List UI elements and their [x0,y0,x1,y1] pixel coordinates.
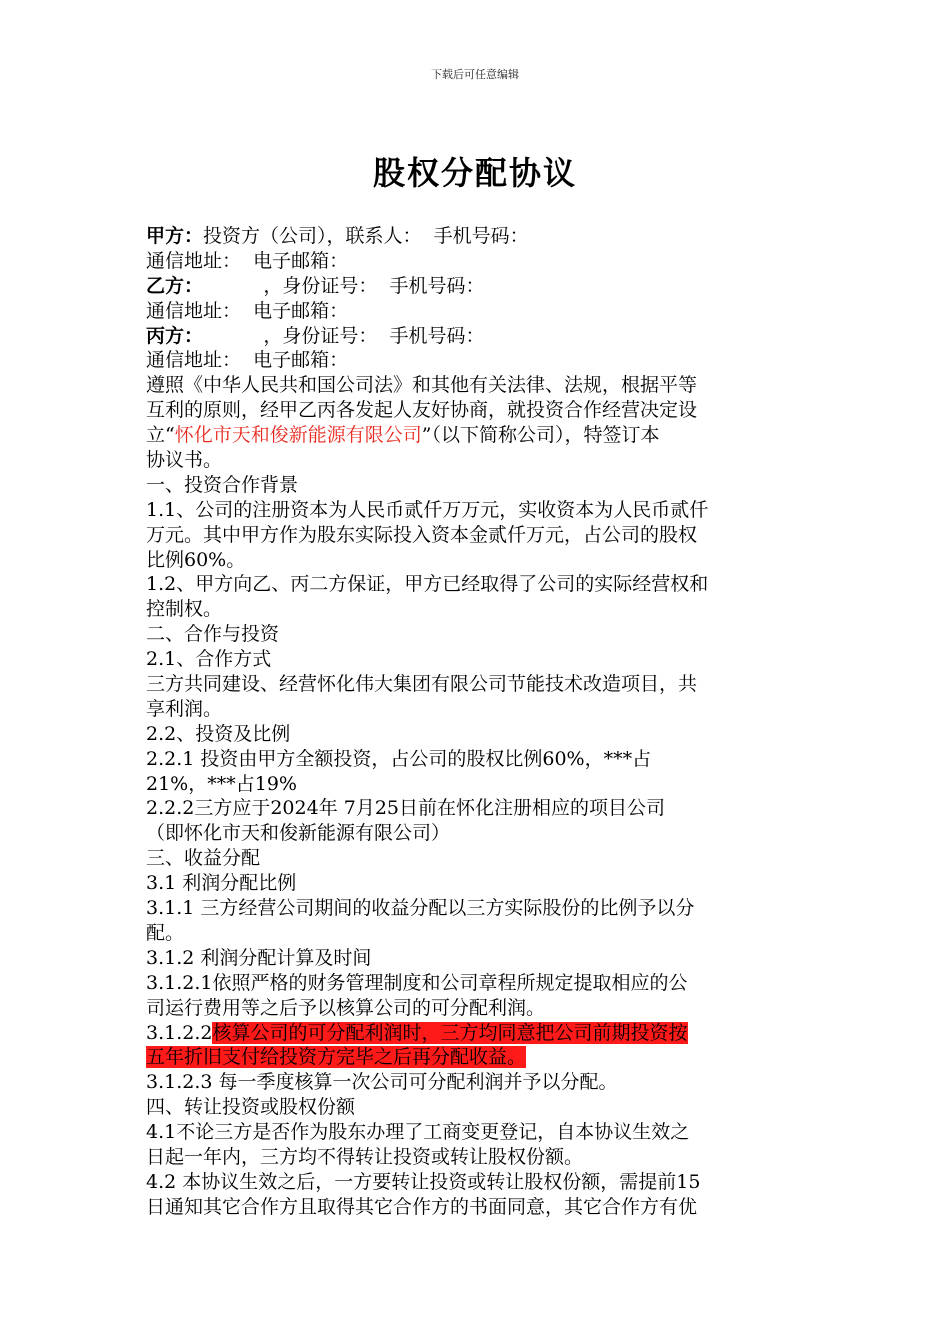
body-line: 4.2 本协议生效之后，一方要转让投资或转让股权份额，需提前15 [146,1170,701,1193]
body-line: 日起一年内，三方均不得转让投资或转让股权份额。 [146,1145,584,1168]
party-a-address: 通信地址： 电子邮箱： [146,249,349,272]
body-line: 2.2、投资及比例 [146,722,291,745]
body-line: 4.1不论三方是否作为股东办理了工商变更登记，自本协议生效之 [146,1121,690,1144]
party-a-label: 甲方： [146,225,204,247]
body-line: 1.2、甲方向乙、丙二方保证，甲方已经取得了公司的实际经营权和 [146,573,709,596]
party-c-address: 通信地址： 电子邮箱： [146,349,349,372]
intro-line: 遵照《中华人民共和国公司法》和其他有关法律、法规，根据平等 [146,374,698,397]
intro-line [146,423,810,448]
body-line: 3.1.2.3 每一季度核算一次公司可分配利润并予以分配。 [146,1071,618,1094]
highlighted-text: 五年折旧支付给投资方完毕之后再分配收益。 [146,1046,527,1069]
body-line: 万元。其中甲方作为股东实际投入资本金贰仟万元，占公司的股权 [146,523,698,546]
body-line: 三、收益分配 [146,847,261,870]
body-line: 四、转让投资或股权份额 [146,1096,356,1119]
party-b-address: 通信地址： 电子邮箱： [146,299,349,322]
intro-text: 立“ [146,424,175,447]
body-line: 日通知其它合作方且取得其它合作方的书面同意，其它合作方有优 [146,1195,698,1218]
highlighted-clause-line [146,1021,810,1046]
body-line: 21%，***占19% [146,772,297,795]
party-a-line [146,224,810,249]
body-line: 3.1.2.1依照严格的财务管理制度和公司章程所规定提取相应的公 [146,971,688,994]
company-name: 怀化市天和俊新能源有限公司 [174,424,422,447]
party-b-label: 乙方： [146,274,204,297]
intro-line: 协议书。 [146,449,223,472]
body-line: 司运行费用等之后予以核算公司的可分配利润。 [146,996,546,1019]
body-line: 三方共同建设、经营怀化伟大集团有限公司节能技术改造项目，共 [146,673,698,696]
body-line: 二、合作与投资 [146,623,280,646]
body-line: 配。 [146,921,185,944]
body-line: 2.2.1 投资由甲方全额投资，占公司的股权比例60%，***占 [146,747,652,770]
body-line: 3.1.2 利润分配计算及时间 [146,946,372,969]
body-line: 比例60%。 [146,548,246,571]
party-c-line [146,324,810,349]
body-line: 2.1、合作方式 [146,648,272,671]
party-c-text: ，身份证号： 手机号码： [203,324,485,347]
body-line: 控制权。 [146,598,223,621]
clause-number: 3.1.2.2 [146,1021,213,1044]
document-body [146,224,810,1220]
body-line: 1.1、公司的注册资本为人民币贰仟万万元，实收资本为人民币贰仟 [146,498,709,521]
intro-line: 互利的原则，经甲乙丙各发起人友好协商，就投资合作经营决定设 [146,399,698,422]
party-b-text: ，身份证号： 手机号码： [203,274,485,297]
intro-text: ”（以下简称公司），特签订本 [421,424,660,447]
party-a-text: 投资方（公司），联系人： 手机号码： [203,225,529,247]
body-line: 一、投资合作背景 [146,473,299,496]
highlighted-clause-line [146,1045,810,1070]
party-c-label: 丙方： [146,324,204,347]
body-line: 享利润。 [146,697,223,720]
party-b-line [146,274,810,299]
body-line: 2.2.2三方应于2024年 7月25日前在怀化注册相应的项目公司 [146,797,666,820]
document-title: 股权分配协议 [372,154,577,192]
body-line: 3.1.1 三方经营公司期间的收益分配以三方实际股份的比例予以分 [146,897,695,920]
header-note: 下载后可任意编辑 [431,68,519,81]
body-line: 3.1 利润分配比例 [146,872,297,895]
highlighted-text: 核算公司的可分配利润时，三方均同意把公司前期投资按 [212,1021,688,1044]
body-line: （即怀化市天和俊新能源有限公司） [146,822,451,845]
